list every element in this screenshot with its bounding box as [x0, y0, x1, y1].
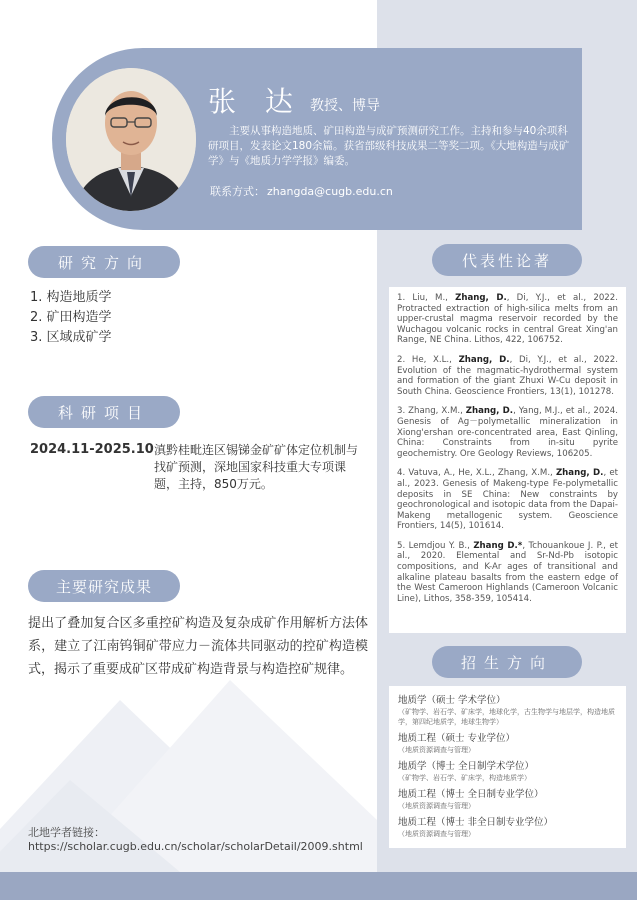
- scholar-label: 北地学者链接：: [28, 826, 105, 839]
- profile-photo: [66, 68, 196, 211]
- papers-box: [389, 287, 626, 633]
- paper-item: 3. Zhang, X.M., Zhang, D., Yang, M.J., et al., 2024. Genesis of Ag－polymetallic mineralization in Xiong'ershan ore-concentrated area, East Qinling, China: Constraints from in-situ pyrite geochemistry. Ore Geology Reviews, 106205.: [397, 406, 618, 459]
- contact-label: 联系方式：: [210, 185, 265, 198]
- person-intro: 主要从事构造地质、矿田构造与成矿预测研究工作。主持和参与40余项科研项目，发表论文180余篇。获省部级科技成果二等奖二项。《大地构造与成矿学》与《地质力学学报》编委。: [208, 125, 570, 167]
- enrollment-box: [389, 686, 626, 848]
- contact-line: [208, 183, 393, 199]
- enrollment-item: 地质工程（博士 全日制专业学位） （地质资源调查与管理）: [398, 789, 544, 810]
- project-description: 滇黔桂毗连区锡锑金矿矿体定位机制与找矿预测，深地国家科技重大专项课题，主持，850万元。: [154, 443, 359, 491]
- project-date: 2024.11-2025.10: [30, 442, 154, 457]
- results-text: 提出了叠加复合区多重控矿构造及复杂成矿作用解析方法体系，建立了江南钨铜矿带应力－流体共同驱动的控矿构造模式，揭示了重要成矿区带成矿构造背景与构造控矿规律。: [28, 616, 368, 677]
- scholar-link[interactable]: https://scholar.cugb.edu.cn/scholar/scholarDetail/2009.shtml: [28, 840, 363, 853]
- enrollment-item: 地质学（硕士 学术学位） （矿物学、岩石学、矿床学，地球化学，古生物学与地层学，构造地质学，第四纪地质学，地球生物学）: [398, 695, 615, 726]
- research-item: 2. 矿田构造学: [30, 310, 112, 325]
- papers-heading: 代表性论著: [432, 244, 582, 276]
- research-item: 3. 区域成矿学: [30, 330, 112, 345]
- enrollment-heading: 招生方向: [432, 646, 582, 678]
- results-heading: 主要研究成果: [28, 570, 180, 602]
- projects-heading: 科研项目: [28, 396, 180, 428]
- enrollment-item: 地质工程（博士 非全日制专业学位） （地质资源调查与管理）: [398, 817, 554, 838]
- person-name: 张 达: [208, 85, 303, 118]
- paper-item: 1. Liu, M., Zhang, D., Di, Y.J., et al., 2022. Protracted extraction of high-silica melts from an upper-crustal magma reservoir recorded by the Wuchagou volcanic rocks in central Great Xing'an Range, NE China. Lithos, 422, 106752.: [397, 293, 618, 346]
- paper-item: 4. Vatuva, A., He, X.L., Zhang, X.M., Zhang, D., et al., 2023. Genesis of Makeng-type Fe-polymetallic deposits in SE China: New constraints by geochronological and isotopic data from the Dapai-Makeng metallogenic system. Geoscience Frontiers, 14(5), 101614.: [397, 468, 618, 532]
- research-item: 1. 构造地质学: [30, 290, 112, 305]
- person-title: 教授、博导: [310, 98, 380, 114]
- research-list: [30, 288, 112, 348]
- research-heading: 研究方向: [28, 246, 180, 278]
- paper-item: 5. Lemdjou Y. B., Zhang D.*, Tchouankoue J. P., et al., 2020. Elemental and Sr-Nd-Pb isotopic compositions, and K-Ar ages of transitional and alkaline plateau basalts from the eastern edge of the West Cameroon Highlands (Cameroon Volcanic Line), Lithos, 358-359, 105414.: [397, 540, 618, 604]
- footer-bar: [0, 872, 637, 900]
- contact-email[interactable]: zhangda@cugb.edu.cn: [267, 185, 393, 198]
- enrollment-item: 地质学（博士 全日制学术学位） （矿物学、岩石学、矿床学，构造地质学）: [398, 761, 535, 782]
- paper-item: 2. He, X.L., Zhang, D., Di, Y.J., et al., 2022. Evolution of the magmatic-hydrothermal system and formation of the giant Zhuxi W-Cu deposit in South China. Geoscience Frontiers, 13(1), 101278.: [397, 354, 618, 397]
- enrollment-item: 地质工程（硕士 专业学位） （地质资源调查与管理）: [398, 733, 516, 754]
